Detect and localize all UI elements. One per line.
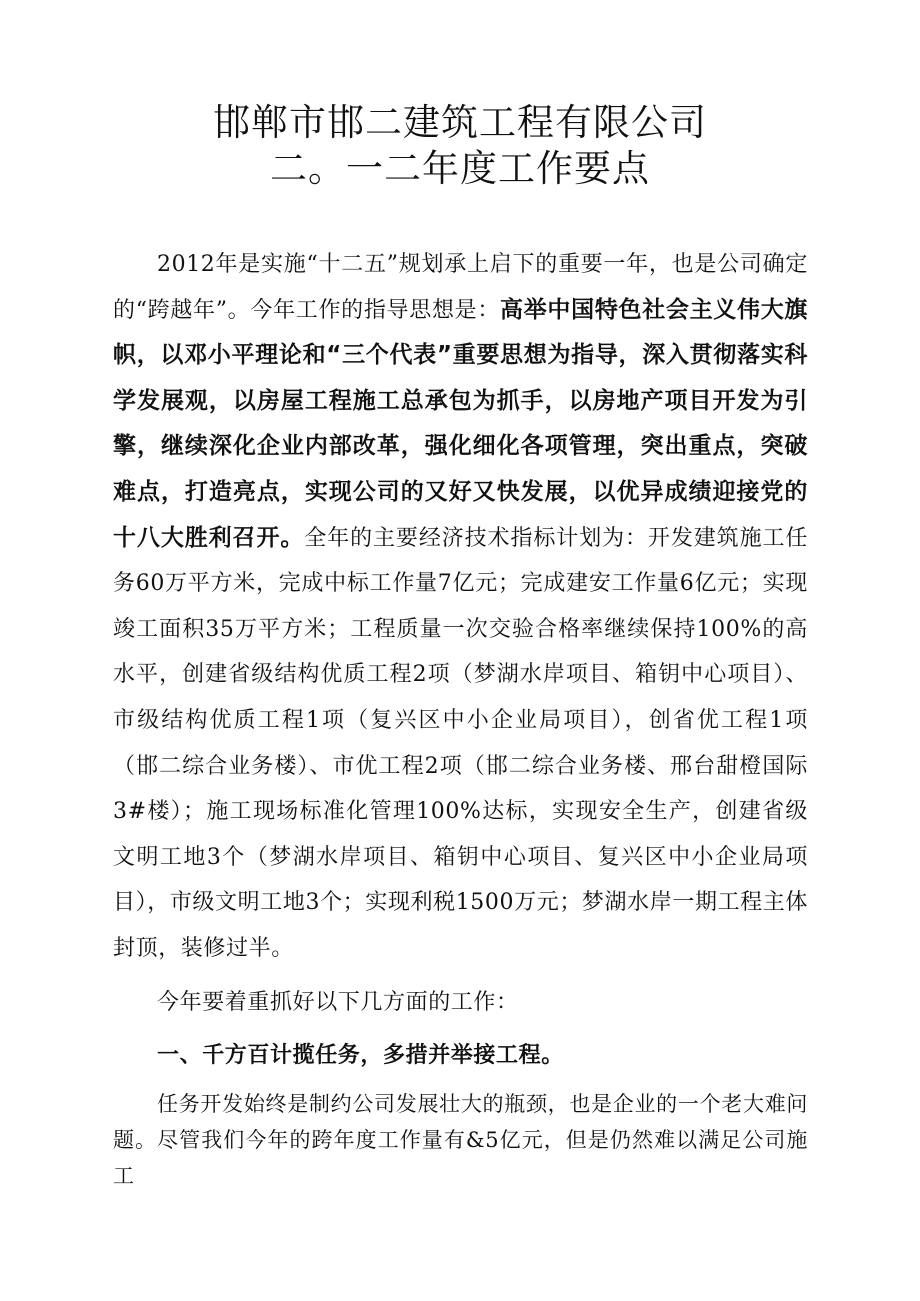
title-year-plan: 二。一二年度工作要点: [270, 147, 650, 190]
spacer: [113, 1025, 808, 1033]
intro-paragraph: [113, 242, 808, 972]
section-1-paragraph: 任务开发始终是制约公司发展壮大的瓶颈，也是企业的一个老大难问题。尽管我们今年的跨年度工作量有&5亿元，但是仍然难以满足公司施工: [113, 1092, 808, 1189]
work-intro-paragraph: 今年要着重抓好以下几方面的工作：: [157, 989, 519, 1015]
document-title: [0, 100, 920, 192]
title-company-name: 邯郸市邯二建筑工程有限公司: [213, 101, 707, 144]
intro-plain-end: 全年的主要经济技术指标计划为：开发建筑施工任务60万平方米，完成中标工作量7亿元；完成建安工作量6亿元；实现竣工面积35万平方米；工程质量一次交验合格率继续保持100%的高水平，创建省级结构优质工程2项（梦湖水岸项目、箱钥中心项目）、市级结构优质工程1项（复兴区中小企业局项目），创省优工程1项（邯二综合业务楼）、市优工程2项（邯二综合业务楼、邢台甜橙国际3#楼）；施工现场标准化管理100%达标，实现安全生产，创建省级文明工地3个（梦湖水岸项目、箱钥中心项目、复兴区中小企业局项目），市级文明工地3个；实现利税1500万元；梦湖水岸一期工程主体封顶，装修过半。: [113, 525, 808, 961]
intro-guiding-ideology: 高举中国特色社会主义伟大旗帜，以邓小平理论和“三个代表”重要思想为指导，深入贯彻落实科学发展观，以房屋工程施工总承包为抓手，以房地产项目开发为引擎，继续深化企业内部改革，强化细化各项管理，突出重点，突破难点，打造亮点，实现公司的又好又快发展，以优异成绩迎接党的十八大胜利召开。: [113, 296, 808, 551]
document-body: [113, 242, 808, 1194]
intro-plain-start: 2012年是实施“十二五”规划承上启下的重要一年，也是公司确定的“跨越年”。今年工作的指导思想是：: [113, 252, 808, 323]
spacer: [113, 1078, 808, 1086]
section-1-heading: 一、千方百计揽任务，多措并举接工程。: [157, 1043, 564, 1069]
spacer: [113, 972, 808, 980]
